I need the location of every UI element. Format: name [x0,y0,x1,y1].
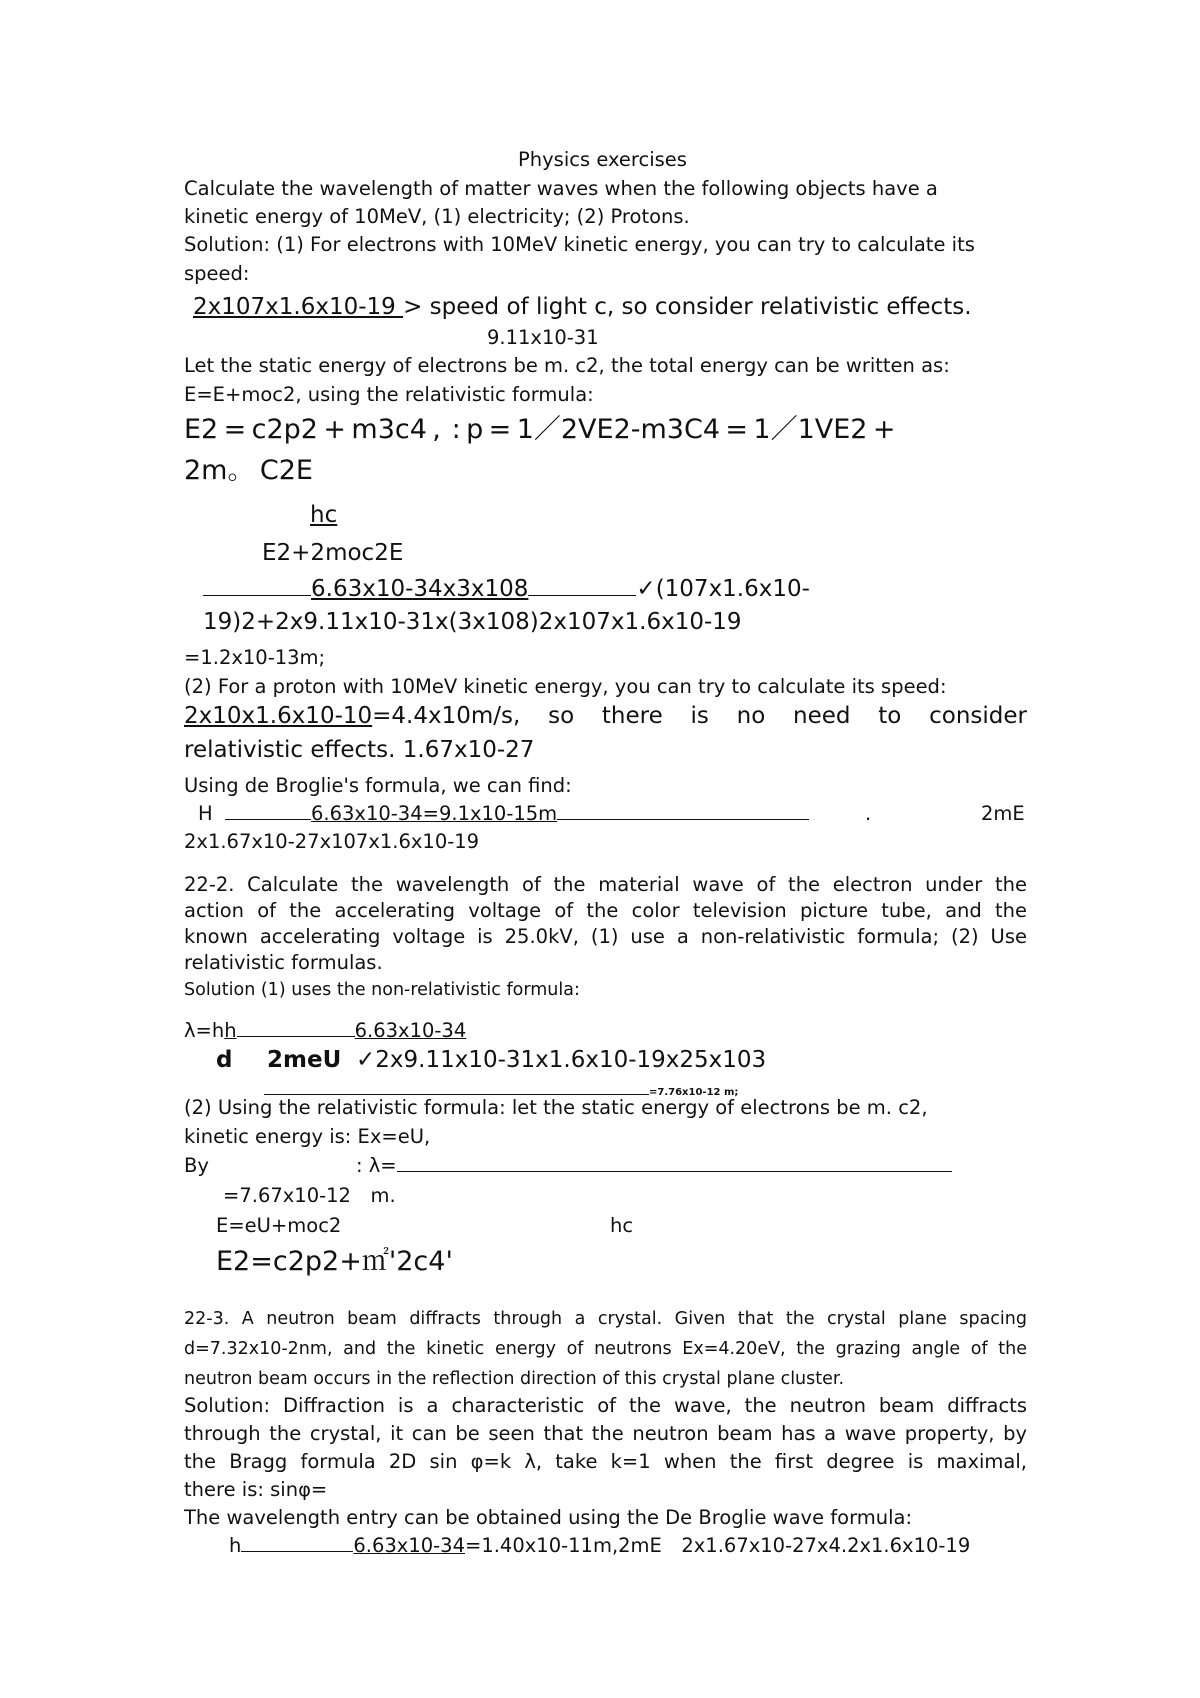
de-broglie-line: Using de Broglie's formula, we can find: [184,774,572,797]
question-2-line-2: action of the accelerating voltage of the color television picture tube, and the [184,899,1027,922]
static-energy-line-1: Let the static energy of electrons be m. c2, the total energy can be written as: [184,354,950,377]
static-energy-line-2: E=E+moc2, using the relativistic formula: [184,383,594,406]
relativistic-formula-line-2: kinetic energy is: Ex=eU, [184,1125,431,1148]
fraction-rule [241,1550,353,1552]
solution-3-line-2: through the crystal, it can be seen that the neutron beam has a wave property, by [184,1422,1027,1445]
electron-calc-numerator: 6.63x10-34x3x108 [311,576,529,602]
solution-2-intro: Solution (1) uses the non-relativistic formula: [184,980,580,1000]
lambda-equals-line [356,1153,952,1179]
hc-label: hc [610,1214,634,1237]
sqrt-expression: ✓2x9.11x10-31x1.6x10-19x25x103 [356,1047,767,1073]
relativistic-equation-line-1: E2 = c2p2 + m3c4 , : p = 1／2VE2-m3C4 = 1／1VE2 + [184,414,896,445]
question-2-line-4: relativistic formulas. [184,951,383,974]
fraction-rule [203,594,311,596]
proton-speed-word: need [793,703,851,729]
solution-3-line-1: Solution: Diffraction is a characteristic of the wave, the neutron beam diffracts [184,1394,1027,1417]
neutron-numerator: 6.63x10-34 [353,1534,465,1557]
d-label: d [216,1047,233,1073]
two-me-label: 2mE [981,802,1025,825]
proton-question: (2) For a proton with 10MeV kinetic energy, you can try to calculate its speed: [184,675,947,698]
speed-fraction-line [193,294,972,320]
speed-fraction-denominator: 9.11x10-31 [487,326,599,349]
speed-fraction-conclusion: > speed of light c, so consider relativistic effects. [403,294,972,320]
lambda-h: h [224,1019,237,1042]
by-label: By [184,1154,209,1177]
neutron-wavelength-line [229,1533,970,1559]
proton-h-label: H [198,802,213,825]
tiny-result: =7.76x10-12 m; [649,1087,739,1098]
fraction-rule [225,818,311,820]
proton-speed-word: so [548,703,575,729]
hc-numerator: hc [310,502,338,528]
two-meu-label: 2meU [267,1047,342,1073]
lambda-lead: λ=h [184,1019,225,1042]
neutron-h-label: h [229,1534,242,1557]
proton-denominator: 2x1.67x10-27x107x1.6x10-19 [184,830,480,853]
proton-speed-word: is [690,703,709,729]
electron-wavelength-result: =1.2x10-13m; [184,646,326,669]
solution-1-line-1: Solution: (1) For electrons with 10MeV kinetic energy, you can try to calculate its [184,233,975,256]
energy-line: E=eU+moc2 [216,1214,342,1237]
fraction-rule [528,594,636,596]
question-2-line-3: known accelerating voltage is 25.0kV, (1) use a non-relativistic formula; (2) Use [184,925,1027,948]
energy-equation: E2=c2p2+㎡'2c4' [216,1246,453,1277]
wavelength-entry-line: The wavelength entry can be obtained using the De Broglie wave formula: [184,1506,913,1529]
fraction-rule [557,818,809,820]
solution-3-line-3: the Bragg formula 2D sin φ=k λ, take k=1 when the first degree is maximal, [184,1450,1027,1473]
proton-wavelength-value: 6.63x10-34=9.1x10-15m [311,802,558,825]
lambda-line [184,1018,466,1044]
proton-dot: . [865,802,872,825]
proton-speed-word: no [736,703,766,729]
proton-speed-word: to [878,703,902,729]
proton-speed-word: =4.4x10m/s, [372,703,521,729]
relativistic-effects-line: relativistic effects. 1.67x10-27 [184,737,535,763]
proton-speed-word: consider [929,703,1027,729]
question-3-line-2: d=7.32x10-2nm, and the kinetic energy of neutrons Ex=4.20eV, the grazing angle of the [184,1339,1027,1359]
lambda-numerator: 6.63x10-34 [354,1019,467,1042]
relativistic-formula-line-1: (2) Using the relativistic formula: let the static energy of electrons be m. c2, [184,1096,928,1119]
question-3-line-3: neutron beam occurs in the reflection direction of this crystal plane cluster. [184,1369,845,1389]
neutron-wavelength-result: =1.40x10-11m,2mE 2x1.67x10-27x4.2x1.6x10-19 [464,1534,971,1557]
relativistic-equation-line-2: 2m。 C2E [184,455,313,486]
electron-calc-line-2: 19)2+2x9.11x10-31x(3x108)2x107x1.6x10-19 [203,609,742,635]
fraction-rule [237,1035,355,1037]
proton-speed-line [184,703,1027,729]
question-1-line-1: Calculate the wavelength of matter waves when the following objects have a [184,177,938,200]
solution-1-line-2: speed: [184,262,250,285]
solution-3-line-4: there is: sinφ= [184,1478,328,1501]
e2-denominator: E2+2moc2E [262,540,404,566]
electron-calc-root: ✓(107x1.6x10- [636,576,810,602]
question-2-line-1: 22-2. Calculate the wavelength of the material wave of the electron under the [184,873,1027,896]
page-title: Physics exercises [518,148,687,171]
question-3-line-1: 22-3. A neutron beam diffracts through a crystal. Given that the crystal plane spacing [184,1309,1027,1329]
proton-speed-word: there [601,703,663,729]
question-1-line-2: kinetic energy of 10MeV, (1) electricity; (2) Protons. [184,205,690,228]
proton-speed-numerator: 2x10x1.6x10-10 [184,703,373,729]
lambda-equals: : λ= [356,1154,397,1177]
electron-calc-line-1 [203,576,810,602]
proton-wavelength-calc [225,801,809,827]
fraction-rule [397,1170,952,1172]
relativistic-result: =7.67x10-12 m. [223,1184,396,1207]
speed-fraction-numerator: 2x107x1.6x10-19 [193,294,404,320]
